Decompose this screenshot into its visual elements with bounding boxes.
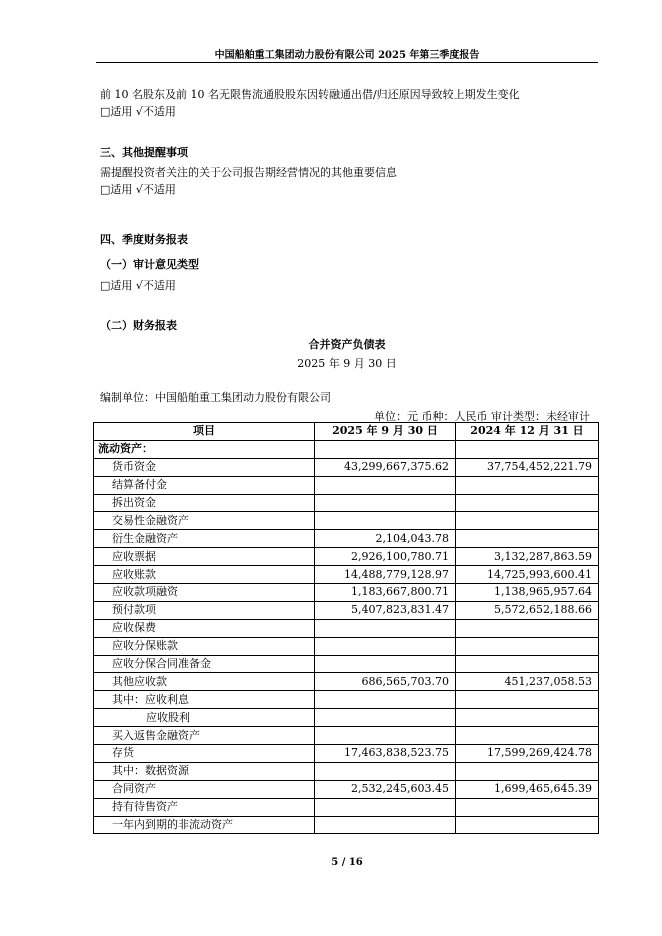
securities-lending-applicability: □适用 √不适用 <box>100 105 176 118</box>
section-3-text: 需提醒投资者关注的关于公司报告期经营情况的其他重要信息 <box>100 166 397 179</box>
table-row <box>94 494 599 512</box>
row-value-current: 14,488,779,128.97 <box>315 566 456 584</box>
row-value-current <box>315 494 456 512</box>
table-row <box>94 727 599 745</box>
row-value-prior <box>456 476 599 494</box>
table-row <box>94 476 599 494</box>
row-value-current: 2,532,245,603.45 <box>315 780 456 798</box>
row-item: 应收款项融资 <box>94 584 315 602</box>
row-value-current <box>315 798 456 816</box>
row-value-current: 43,299,667,375.62 <box>315 458 456 476</box>
row-item: 存货 <box>94 745 315 763</box>
balance-sheet-table <box>93 422 599 834</box>
table-row <box>94 673 599 691</box>
row-value-prior <box>456 816 599 834</box>
row-item: 应收股利 <box>94 709 315 727</box>
table-row <box>94 584 599 602</box>
row-value-prior <box>456 619 599 637</box>
row-value-prior: 17,599,269,424.78 <box>456 745 599 763</box>
table-row <box>94 440 599 458</box>
table-row <box>94 816 599 834</box>
row-item: 合同资产 <box>94 780 315 798</box>
header-rule <box>96 62 598 63</box>
row-value-current: 2,104,043.78 <box>315 530 456 548</box>
row-item: 买入返售金融资产 <box>94 727 315 745</box>
row-value-prior <box>456 655 599 673</box>
row-value-prior: 451,237,058.53 <box>456 673 599 691</box>
row-value-prior <box>456 727 599 745</box>
row-item: 交易性金融资产 <box>94 512 315 530</box>
column-header-item: 项目 <box>94 423 315 441</box>
row-value-prior: 37,754,452,221.79 <box>456 458 599 476</box>
row-value-prior <box>456 637 599 655</box>
table-row <box>94 548 599 566</box>
row-value-prior: 5,572,652,188.66 <box>456 601 599 619</box>
row-item: 一年内到期的非流动资产 <box>94 816 315 834</box>
row-value-current <box>315 709 456 727</box>
row-value-current <box>315 440 456 458</box>
unit-line: 单位：元 币种：人民币 审计类型：未经审计 <box>374 410 590 423</box>
row-item: 衍生金融资产 <box>94 530 315 548</box>
table-row <box>94 637 599 655</box>
table-row <box>94 691 599 709</box>
row-item: 其中：数据资源 <box>94 762 315 780</box>
row-value-prior <box>456 530 599 548</box>
row-item: 应收分保合同准备金 <box>94 655 315 673</box>
row-item: 持有待售资产 <box>94 798 315 816</box>
row-value-prior <box>456 709 599 727</box>
row-value-prior: 1,699,465,645.39 <box>456 780 599 798</box>
table-row <box>94 530 599 548</box>
row-item: 应收保费 <box>94 619 315 637</box>
table-row <box>94 601 599 619</box>
row-item: 拆出资金 <box>94 494 315 512</box>
table-row <box>94 709 599 727</box>
row-value-current <box>315 762 456 780</box>
row-item: 预付款项 <box>94 601 315 619</box>
row-item: 其他应收款 <box>94 673 315 691</box>
row-item: 货币资金 <box>94 458 315 476</box>
row-item: 流动资产： <box>94 440 315 458</box>
row-value-prior <box>456 440 599 458</box>
compiler-line: 编制单位：中国船舶重工集团动力股份有限公司 <box>100 391 331 404</box>
row-value-current <box>315 727 456 745</box>
row-value-prior: 14,725,993,600.41 <box>456 566 599 584</box>
row-value-prior <box>456 512 599 530</box>
row-value-prior <box>456 798 599 816</box>
row-item: 应收分保账款 <box>94 637 315 655</box>
page-header: 中国船舶重工集团动力股份有限公司 2025 年第三季度报告 <box>214 50 480 61</box>
column-header-prior: 2024 年 12 月 31 日 <box>456 423 599 441</box>
row-value-prior <box>456 494 599 512</box>
table-row <box>94 619 599 637</box>
table-row <box>94 655 599 673</box>
table-row <box>94 762 599 780</box>
row-value-prior: 1,138,965,957.64 <box>456 584 599 602</box>
financial-statements-heading: （二）财务报表 <box>100 319 177 332</box>
row-value-current: 5,407,823,831.47 <box>315 601 456 619</box>
section-4-heading: 四、季度财务报表 <box>100 233 188 246</box>
row-value-prior: 3,132,287,863.59 <box>456 548 599 566</box>
row-item: 其中：应收利息 <box>94 691 315 709</box>
row-value-current <box>315 655 456 673</box>
securities-lending-text: 前 10 名股东及前 10 名无限售流通股股东因转融通出借/归还原因导致较上期发生变化 <box>100 88 520 101</box>
table-header-row <box>94 423 599 441</box>
row-value-current <box>315 476 456 494</box>
row-value-current <box>315 816 456 834</box>
row-value-current <box>315 637 456 655</box>
section-3-heading: 三、其他提醒事项 <box>100 146 188 159</box>
row-value-prior <box>456 762 599 780</box>
row-value-current <box>315 512 456 530</box>
column-header-current: 2025 年 9 月 30 日 <box>315 423 456 441</box>
row-value-current <box>315 619 456 637</box>
row-value-current: 2,926,100,780.71 <box>315 548 456 566</box>
table-row <box>94 798 599 816</box>
row-value-prior <box>456 691 599 709</box>
statement-title: 合并资产负债表 <box>308 338 386 351</box>
section-3-applicability: □适用 √不适用 <box>100 183 176 196</box>
table-row <box>94 512 599 530</box>
table-row <box>94 780 599 798</box>
row-item: 应收票据 <box>94 548 315 566</box>
row-value-current: 686,565,703.70 <box>315 673 456 691</box>
page-number: 5 / 16 <box>331 857 363 868</box>
table-row <box>94 745 599 763</box>
audit-opinion-heading: （一）审计意见类型 <box>100 258 199 271</box>
table-row <box>94 566 599 584</box>
row-item: 结算备付金 <box>94 476 315 494</box>
table-row <box>94 458 599 476</box>
audit-opinion-applicability: □适用 √不适用 <box>100 279 176 292</box>
row-value-current <box>315 691 456 709</box>
row-value-current: 17,463,838,523.75 <box>315 745 456 763</box>
statement-date: 2025 年 9 月 30 日 <box>297 357 397 370</box>
row-value-current: 1,183,667,800.71 <box>315 584 456 602</box>
row-item: 应收账款 <box>94 566 315 584</box>
